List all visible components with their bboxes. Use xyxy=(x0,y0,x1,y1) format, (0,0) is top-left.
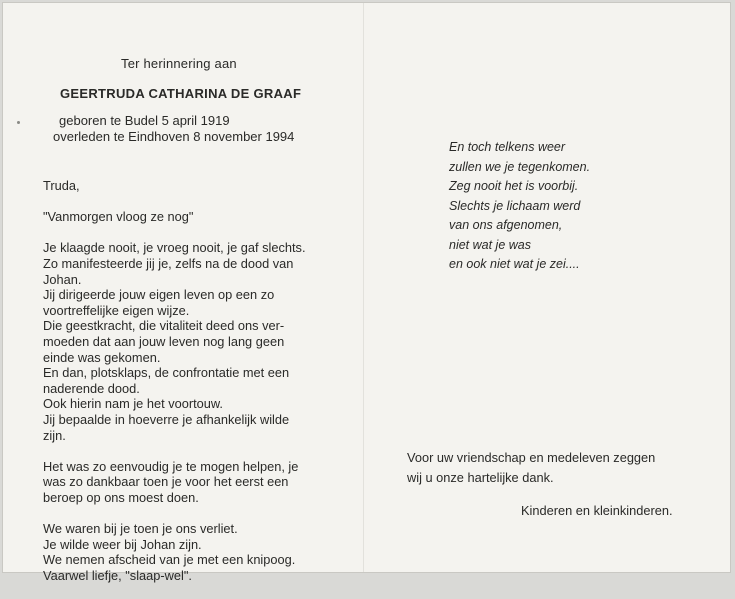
eulogy-line: Je klaagde nooit, je vroeg nooit, je gaf slechts. xyxy=(43,240,306,256)
eulogy-line: beroep op ons moest doen. xyxy=(43,489,199,505)
eulogy-line: naderende dood. xyxy=(43,380,140,396)
signoff: Kinderen en kleinkinderen. xyxy=(521,503,673,518)
poem-line: van ons afgenomen, xyxy=(449,218,563,232)
life-dates xyxy=(53,113,295,145)
eulogy-line: En dan, plotsklaps, de confrontatie met een xyxy=(43,365,290,381)
eulogy-line: Zo manifesteerde jij je, zelfs na de dood van xyxy=(43,255,294,271)
eulogy-paragraph xyxy=(43,240,343,443)
card-fold xyxy=(363,3,364,572)
birth-line: geboren te Budel 5 april 1919 xyxy=(59,113,230,128)
eulogy-paragraph xyxy=(43,521,343,583)
eulogy-line: We waren bij je toen je ons verliet. xyxy=(43,521,238,537)
right-page xyxy=(365,3,730,572)
eulogy-line: Jij bepaalde in hoeverre je afhankelijk wilde xyxy=(43,411,290,427)
eulogy-paragraph xyxy=(43,178,343,194)
eulogy-line: einde was gekomen. xyxy=(43,349,161,365)
eulogy-line: We nemen afscheid van je met een knipoog. xyxy=(43,552,296,568)
eulogy-paragraph xyxy=(43,459,343,506)
death-line: overleden te Eindhoven 8 november 1994 xyxy=(53,129,295,144)
poem-line: niet wat je was xyxy=(449,237,531,252)
eulogy-line: zijn. xyxy=(43,427,66,443)
eulogy-line: was zo dankbaar toen je voor het eerst een xyxy=(43,474,289,490)
left-page xyxy=(3,3,363,583)
eulogy-line: Die geestkracht, die vitaliteit deed ons ver- xyxy=(43,318,285,334)
eulogy-line: Truda, xyxy=(43,178,80,193)
poem-line: En toch telkens weer xyxy=(449,140,566,154)
eulogy-line: moeden dat aan jouw leven nog lang geen xyxy=(43,333,285,349)
eulogy-line: Het was zo eenvoudig je te mogen helpen, je xyxy=(43,458,299,474)
eulogy-line: voortreffelijke eigen wijze. xyxy=(43,302,190,318)
eulogy-line: Johan. xyxy=(43,271,82,287)
thanks-text xyxy=(407,448,655,487)
eulogy-line: Vaarwel liefje, "slaap-wel". xyxy=(43,567,192,583)
poem-line: zullen we je tegenkomen. xyxy=(449,159,591,174)
eulogy-paragraph xyxy=(43,209,343,225)
poem-line: Slechts je lichaam werd xyxy=(449,198,581,213)
poem-line: en ook niet wat je zei.... xyxy=(449,257,580,271)
memorial-card xyxy=(2,2,731,583)
poem-line: Zeg nooit het is voorbij. xyxy=(449,179,579,193)
eulogy-line: Je wilde weer bij Johan zijn. xyxy=(43,536,202,552)
eulogy-line: "Vanmorgen vloog ze nog" xyxy=(43,209,194,225)
thanks-line: Voor uw vriendschap en medeleven zeggen xyxy=(407,450,656,465)
eulogy-text xyxy=(43,178,343,599)
poem xyxy=(449,138,590,275)
eulogy-line: Jij dirigeerde jouw eigen leven op een zo xyxy=(43,287,275,303)
thanks-line: wij u onze hartelijke dank. xyxy=(407,469,554,485)
eulogy-line: Ook hierin nam je het voortouw. xyxy=(43,396,223,412)
deceased-name: GEERTRUDA CATHARINA DE GRAAF xyxy=(60,86,302,101)
intro-text: Ter herinnering aan xyxy=(121,56,237,71)
